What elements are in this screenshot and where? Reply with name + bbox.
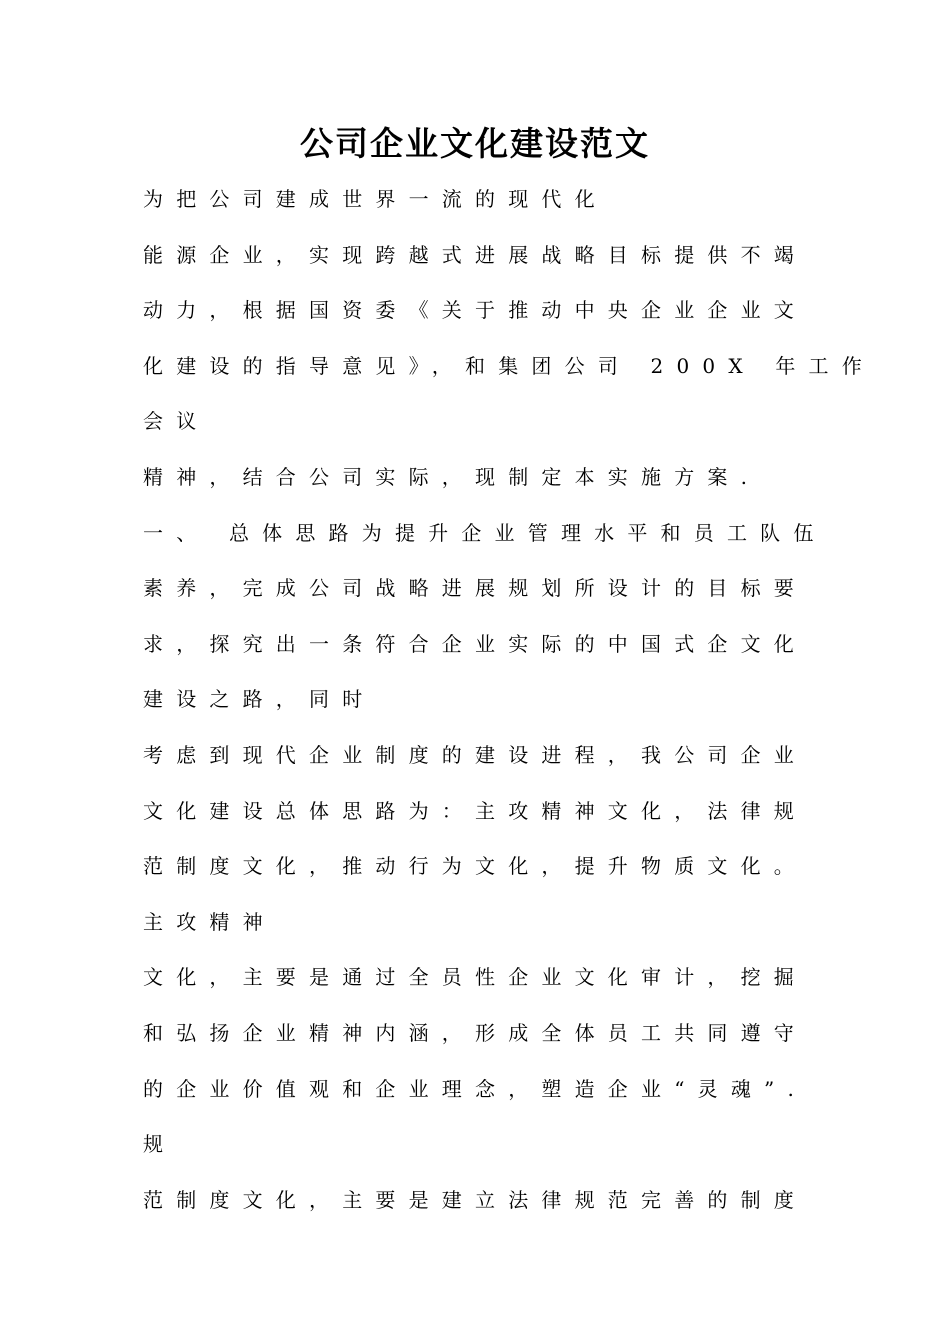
text-line: 精神，结合公司实际，现制定本实施方案. <box>143 464 761 489</box>
text-line: 的企业价值观和企业理念，塑造企业“灵魂”. <box>143 1076 808 1101</box>
text-line: 范制度文化，推动行为文化，提升物质文化。 <box>143 854 807 879</box>
text-line: 规 <box>143 1132 177 1157</box>
text-line: 会议 <box>143 409 210 434</box>
text-line: 文化建设总体思路为：主攻精神文化，法律规 <box>143 798 807 823</box>
text-line: 和弘扬企业精神内涵，形成全体员工共同遵守 <box>143 1020 807 1045</box>
text-line: 建设之路，同时 <box>143 687 376 712</box>
text-line: 素养，完成公司战略进展规划所设计的目标要 <box>143 576 807 601</box>
text-line: 一、 总体思路为提升企业管理水平和员工队伍 <box>143 520 827 545</box>
text-line: 能源企业，实现跨越式进展战略目标提供不竭 <box>143 242 807 267</box>
text-line: 化建设的指导意见》，和集团公司 200X 年工作 <box>143 353 875 378</box>
document-body <box>143 181 875 1237</box>
text-line: 主攻精神 <box>143 909 276 934</box>
text-line: 动力，根据国资委《关于推动中央企业企业文 <box>143 298 807 323</box>
text-line: 范制度文化，主要是建立法律规范完善的制度 <box>143 1187 807 1212</box>
text-line: 文化，主要是通过全员性企业文化审计，挖掘 <box>143 965 807 990</box>
document-title: 公司企业文化建设范文 <box>300 124 650 163</box>
text-line: 考虑到现代企业制度的建设进程，我公司企业 <box>143 742 807 767</box>
text-line: 为把公司建成世界一流的现代化 <box>143 187 608 211</box>
text-line: 求，探究出一条符合企业实际的中国式企文化 <box>143 631 807 656</box>
